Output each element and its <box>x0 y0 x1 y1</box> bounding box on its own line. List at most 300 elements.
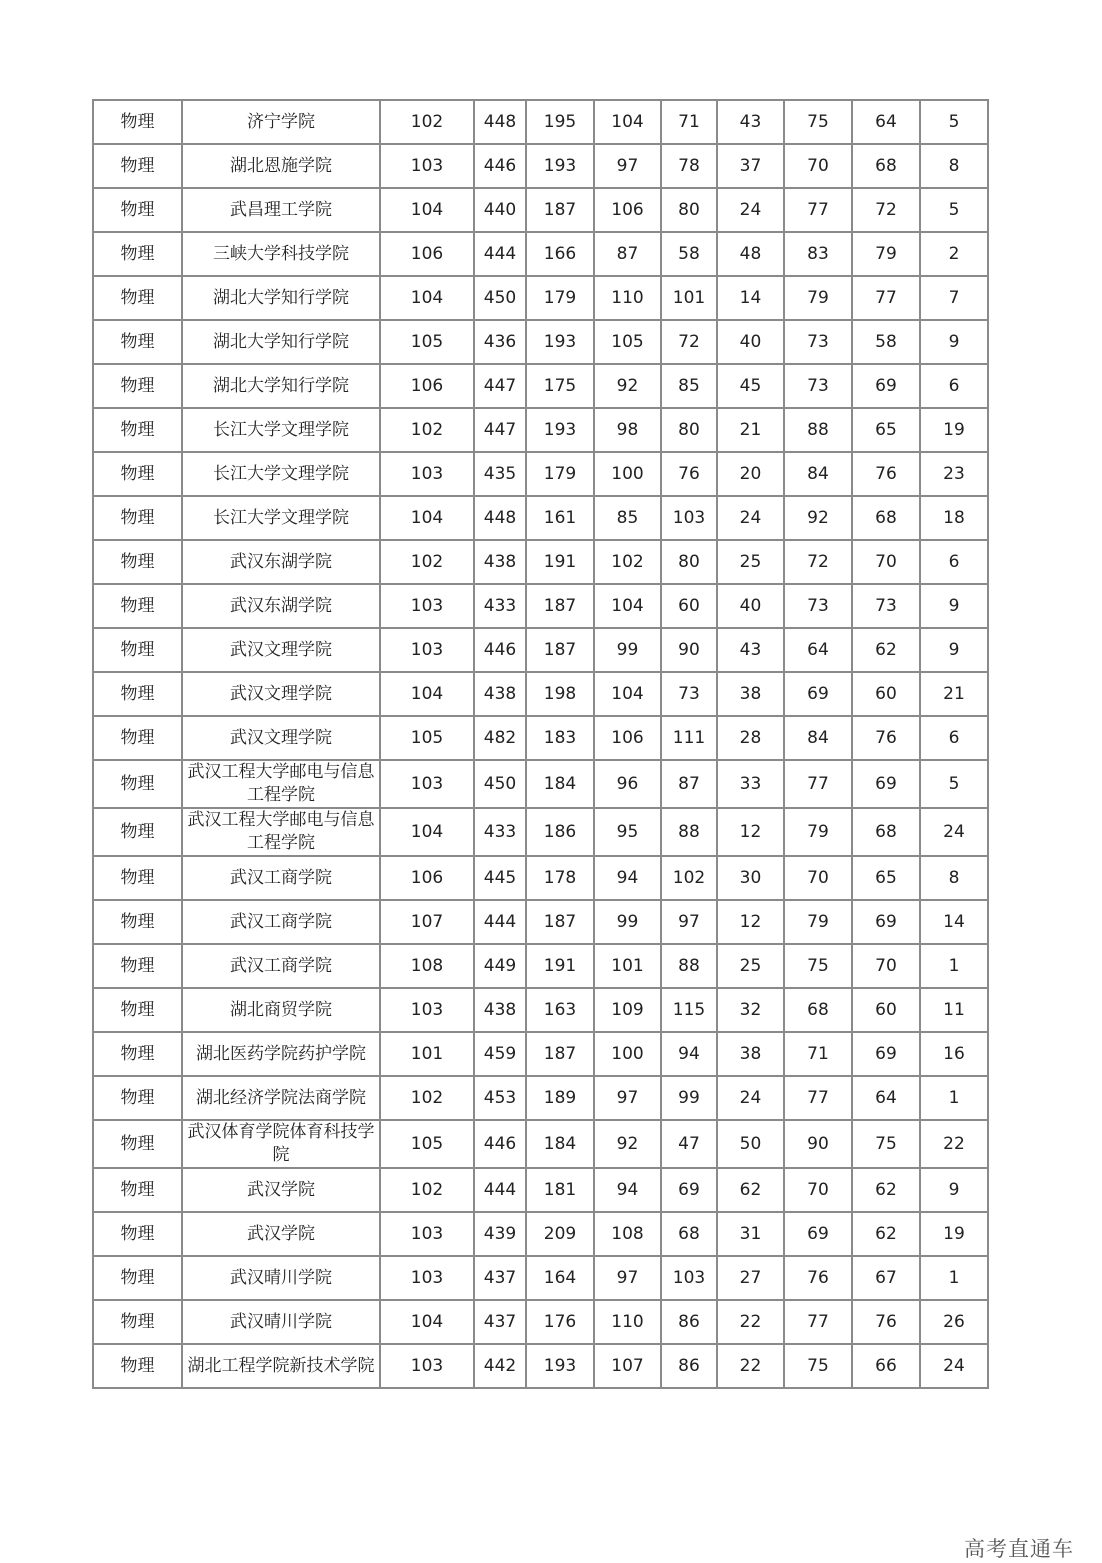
score-cell: 79 <box>784 276 852 320</box>
score-cell: 6 <box>920 364 988 408</box>
score-cell: 14 <box>717 276 784 320</box>
subject-cell: 物理 <box>93 900 182 944</box>
table-row <box>93 1256 988 1300</box>
school-cell: 湖北大学知行学院 <box>182 276 380 320</box>
score-cell: 94 <box>661 1032 717 1076</box>
subject-cell: 物理 <box>93 1168 182 1212</box>
school-cell: 武汉文理学院 <box>182 628 380 672</box>
score-cell: 33 <box>717 760 784 808</box>
score-cell: 97 <box>661 900 717 944</box>
score-cell: 107 <box>380 900 474 944</box>
score-cell: 68 <box>852 144 920 188</box>
table-row <box>93 1076 988 1120</box>
score-cell: 19 <box>920 408 988 452</box>
school-cell: 武汉学院 <box>182 1212 380 1256</box>
table-row <box>93 276 988 320</box>
score-cell: 191 <box>526 540 594 584</box>
score-cell: 38 <box>717 672 784 716</box>
score-cell: 69 <box>784 672 852 716</box>
score-cell: 69 <box>852 1032 920 1076</box>
subject-cell: 物理 <box>93 856 182 900</box>
school-cell: 湖北商贸学院 <box>182 988 380 1032</box>
subject-cell: 物理 <box>93 1344 182 1388</box>
subject-cell: 物理 <box>93 584 182 628</box>
score-cell: 111 <box>661 716 717 760</box>
subject-cell: 物理 <box>93 760 182 808</box>
score-cell: 37 <box>717 144 784 188</box>
score-cell: 79 <box>852 232 920 276</box>
score-cell: 86 <box>661 1300 717 1344</box>
score-cell: 88 <box>661 808 717 856</box>
school-cell: 长江大学文理学院 <box>182 496 380 540</box>
score-cell: 183 <box>526 716 594 760</box>
score-cell: 78 <box>661 144 717 188</box>
school-cell: 武汉工程大学邮电与信息工程学院 <box>182 808 380 856</box>
score-cell: 14 <box>920 900 988 944</box>
score-cell: 437 <box>474 1256 526 1300</box>
score-cell: 60 <box>661 584 717 628</box>
table-row <box>93 408 988 452</box>
school-cell: 三峡大学科技学院 <box>182 232 380 276</box>
score-cell: 9 <box>920 628 988 672</box>
score-cell: 77 <box>784 1076 852 1120</box>
score-cell: 72 <box>661 320 717 364</box>
score-cell: 1 <box>920 944 988 988</box>
score-cell: 104 <box>594 100 661 144</box>
score-cell: 92 <box>594 1120 661 1168</box>
score-cell: 103 <box>380 144 474 188</box>
table-row <box>93 988 988 1032</box>
score-cell: 103 <box>380 628 474 672</box>
score-cell: 72 <box>852 188 920 232</box>
score-cell: 433 <box>474 808 526 856</box>
table-row <box>93 1344 988 1388</box>
score-cell: 459 <box>474 1032 526 1076</box>
score-cell: 444 <box>474 1168 526 1212</box>
score-cell: 6 <box>920 716 988 760</box>
school-cell: 长江大学文理学院 <box>182 408 380 452</box>
score-cell: 110 <box>594 1300 661 1344</box>
score-cell: 193 <box>526 144 594 188</box>
score-cell: 76 <box>852 716 920 760</box>
score-cell: 23 <box>920 452 988 496</box>
score-cell: 72 <box>784 540 852 584</box>
score-cell: 24 <box>920 1344 988 1388</box>
school-cell: 长江大学文理学院 <box>182 452 380 496</box>
score-cell: 62 <box>717 1168 784 1212</box>
score-cell: 70 <box>784 1168 852 1212</box>
score-cell: 442 <box>474 1344 526 1388</box>
score-cell: 5 <box>920 188 988 232</box>
score-cell: 450 <box>474 760 526 808</box>
score-cell: 106 <box>380 856 474 900</box>
table-row <box>93 856 988 900</box>
score-cell: 104 <box>380 276 474 320</box>
score-cell: 438 <box>474 988 526 1032</box>
score-cell: 92 <box>784 496 852 540</box>
score-cell: 69 <box>852 760 920 808</box>
score-cell: 60 <box>852 672 920 716</box>
school-cell: 武汉晴川学院 <box>182 1300 380 1344</box>
score-cell: 176 <box>526 1300 594 1344</box>
score-cell: 440 <box>474 188 526 232</box>
score-cell: 62 <box>852 628 920 672</box>
table-row <box>93 496 988 540</box>
subject-cell: 物理 <box>93 808 182 856</box>
score-cell: 90 <box>661 628 717 672</box>
school-cell: 武汉东湖学院 <box>182 540 380 584</box>
score-cell: 90 <box>784 1120 852 1168</box>
score-cell: 88 <box>784 408 852 452</box>
score-cell: 1 <box>920 1076 988 1120</box>
score-cell: 87 <box>594 232 661 276</box>
score-cell: 187 <box>526 628 594 672</box>
score-cell: 102 <box>661 856 717 900</box>
score-cell: 179 <box>526 276 594 320</box>
school-cell: 武汉东湖学院 <box>182 584 380 628</box>
score-cell: 99 <box>594 628 661 672</box>
score-cell: 16 <box>920 1032 988 1076</box>
score-cell: 73 <box>852 584 920 628</box>
score-cell: 22 <box>920 1120 988 1168</box>
score-cell: 191 <box>526 944 594 988</box>
subject-cell: 物理 <box>93 944 182 988</box>
score-cell: 184 <box>526 760 594 808</box>
score-cell: 187 <box>526 188 594 232</box>
score-cell: 447 <box>474 364 526 408</box>
school-cell: 武汉文理学院 <box>182 672 380 716</box>
watermark-text: 高考直通车 <box>964 1537 1074 1561</box>
score-cell: 7 <box>920 276 988 320</box>
score-cell: 107 <box>594 1344 661 1388</box>
score-cell: 99 <box>594 900 661 944</box>
school-cell: 武汉晴川学院 <box>182 1256 380 1300</box>
score-cell: 38 <box>717 1032 784 1076</box>
score-cell: 43 <box>717 100 784 144</box>
score-cell: 76 <box>852 452 920 496</box>
score-cell: 106 <box>380 232 474 276</box>
score-cell: 104 <box>380 188 474 232</box>
score-cell: 80 <box>661 188 717 232</box>
score-cell: 86 <box>661 1344 717 1388</box>
score-cell: 184 <box>526 1120 594 1168</box>
score-cell: 110 <box>594 276 661 320</box>
score-cell: 108 <box>594 1212 661 1256</box>
score-cell: 77 <box>784 760 852 808</box>
score-cell: 448 <box>474 496 526 540</box>
score-cell: 5 <box>920 760 988 808</box>
score-cell: 97 <box>594 1256 661 1300</box>
school-cell: 武汉学院 <box>182 1168 380 1212</box>
score-cell: 175 <box>526 364 594 408</box>
score-cell: 103 <box>380 1212 474 1256</box>
score-cell: 70 <box>784 856 852 900</box>
score-cell: 25 <box>717 944 784 988</box>
score-cell: 482 <box>474 716 526 760</box>
table-row <box>93 452 988 496</box>
table-row <box>93 944 988 988</box>
score-cell: 58 <box>852 320 920 364</box>
score-cell: 84 <box>784 716 852 760</box>
score-cell: 104 <box>380 672 474 716</box>
score-cell: 27 <box>717 1256 784 1300</box>
score-cell: 102 <box>380 100 474 144</box>
score-cell: 40 <box>717 584 784 628</box>
score-cell: 101 <box>380 1032 474 1076</box>
score-cell: 103 <box>380 1344 474 1388</box>
table-row <box>93 808 988 856</box>
score-cell: 101 <box>594 944 661 988</box>
score-cell: 96 <box>594 760 661 808</box>
score-cell: 193 <box>526 320 594 364</box>
subject-cell: 物理 <box>93 496 182 540</box>
score-cell: 21 <box>717 408 784 452</box>
school-cell: 武汉工程大学邮电与信息工程学院 <box>182 760 380 808</box>
score-cell: 9 <box>920 320 988 364</box>
subject-cell: 物理 <box>93 540 182 584</box>
score-cell: 22 <box>717 1344 784 1388</box>
score-cell: 187 <box>526 900 594 944</box>
table-row <box>93 628 988 672</box>
score-cell: 105 <box>594 320 661 364</box>
score-cell: 109 <box>594 988 661 1032</box>
score-cell: 73 <box>784 364 852 408</box>
subject-cell: 物理 <box>93 364 182 408</box>
score-cell: 2 <box>920 232 988 276</box>
school-cell: 湖北医药学院药护学院 <box>182 1032 380 1076</box>
score-cell: 30 <box>717 856 784 900</box>
table-row <box>93 672 988 716</box>
school-cell: 湖北工程学院新技术学院 <box>182 1344 380 1388</box>
score-cell: 187 <box>526 1032 594 1076</box>
subject-cell: 物理 <box>93 452 182 496</box>
score-cell: 73 <box>661 672 717 716</box>
table-row <box>93 1212 988 1256</box>
score-cell: 64 <box>852 1076 920 1120</box>
score-cell: 435 <box>474 452 526 496</box>
table-row <box>93 364 988 408</box>
score-cell: 88 <box>661 944 717 988</box>
score-cell: 76 <box>852 1300 920 1344</box>
school-cell: 湖北大学知行学院 <box>182 320 380 364</box>
score-cell: 8 <box>920 856 988 900</box>
school-cell: 武汉工商学院 <box>182 856 380 900</box>
subject-cell: 物理 <box>93 188 182 232</box>
table-row <box>93 144 988 188</box>
score-cell: 83 <box>784 232 852 276</box>
score-cell: 100 <box>594 452 661 496</box>
school-cell: 湖北大学知行学院 <box>182 364 380 408</box>
score-cell: 62 <box>852 1212 920 1256</box>
score-cell: 104 <box>380 808 474 856</box>
score-cell: 25 <box>717 540 784 584</box>
score-cell: 103 <box>661 1256 717 1300</box>
table-row <box>93 320 988 364</box>
score-cell: 444 <box>474 900 526 944</box>
score-cell: 26 <box>920 1300 988 1344</box>
score-cell: 100 <box>594 1032 661 1076</box>
score-cell: 66 <box>852 1344 920 1388</box>
score-cell: 163 <box>526 988 594 1032</box>
score-cell: 449 <box>474 944 526 988</box>
score-cell: 95 <box>594 808 661 856</box>
score-cell: 11 <box>920 988 988 1032</box>
score-cell: 85 <box>661 364 717 408</box>
score-cell: 24 <box>717 496 784 540</box>
score-cell: 187 <box>526 584 594 628</box>
subject-cell: 物理 <box>93 408 182 452</box>
score-cell: 69 <box>784 1212 852 1256</box>
score-cell: 450 <box>474 276 526 320</box>
table-row <box>93 716 988 760</box>
score-cell: 12 <box>717 808 784 856</box>
table-row <box>93 1168 988 1212</box>
score-cell: 179 <box>526 452 594 496</box>
score-cell: 103 <box>661 496 717 540</box>
school-cell: 武昌理工学院 <box>182 188 380 232</box>
score-cell: 106 <box>594 188 661 232</box>
score-cell: 166 <box>526 232 594 276</box>
school-cell: 武汉文理学院 <box>182 716 380 760</box>
score-cell: 104 <box>380 496 474 540</box>
score-cell: 40 <box>717 320 784 364</box>
score-cell: 70 <box>784 144 852 188</box>
score-cell: 75 <box>784 100 852 144</box>
score-cell: 448 <box>474 100 526 144</box>
score-cell: 104 <box>594 584 661 628</box>
subject-cell: 物理 <box>93 1120 182 1168</box>
score-cell: 73 <box>784 584 852 628</box>
score-cell: 80 <box>661 540 717 584</box>
score-cell: 102 <box>380 1168 474 1212</box>
school-cell: 湖北经济学院法商学院 <box>182 1076 380 1120</box>
score-cell: 102 <box>380 1076 474 1120</box>
score-cell: 438 <box>474 540 526 584</box>
table-row <box>93 1300 988 1344</box>
score-cell: 447 <box>474 408 526 452</box>
score-cell: 69 <box>661 1168 717 1212</box>
table-row <box>93 188 988 232</box>
school-cell: 武汉体育学院体育科技学院 <box>182 1120 380 1168</box>
school-cell: 武汉工商学院 <box>182 900 380 944</box>
score-cell: 31 <box>717 1212 784 1256</box>
score-cell: 24 <box>717 188 784 232</box>
score-cell: 102 <box>380 408 474 452</box>
score-cell: 28 <box>717 716 784 760</box>
score-cell: 453 <box>474 1076 526 1120</box>
score-cell: 105 <box>380 1120 474 1168</box>
score-cell: 193 <box>526 1344 594 1388</box>
score-cell: 99 <box>661 1076 717 1120</box>
score-cell: 103 <box>380 584 474 628</box>
score-cell: 94 <box>594 1168 661 1212</box>
score-cell: 115 <box>661 988 717 1032</box>
score-cell: 84 <box>784 452 852 496</box>
score-cell: 103 <box>380 988 474 1032</box>
score-cell: 75 <box>852 1120 920 1168</box>
score-cell: 80 <box>661 408 717 452</box>
score-cell: 22 <box>717 1300 784 1344</box>
score-cell: 439 <box>474 1212 526 1256</box>
score-cell: 65 <box>852 856 920 900</box>
score-cell: 102 <box>594 540 661 584</box>
score-cell: 67 <box>852 1256 920 1300</box>
score-cell: 209 <box>526 1212 594 1256</box>
score-cell: 6 <box>920 540 988 584</box>
school-cell: 武汉工商学院 <box>182 944 380 988</box>
score-cell: 76 <box>784 1256 852 1300</box>
score-cell: 64 <box>852 100 920 144</box>
score-cell: 58 <box>661 232 717 276</box>
subject-cell: 物理 <box>93 144 182 188</box>
score-cell: 433 <box>474 584 526 628</box>
subject-cell: 物理 <box>93 1212 182 1256</box>
score-cell: 71 <box>661 100 717 144</box>
score-cell: 68 <box>852 808 920 856</box>
score-cell: 198 <box>526 672 594 716</box>
score-cell: 70 <box>852 540 920 584</box>
score-cell: 69 <box>852 900 920 944</box>
score-cell: 9 <box>920 584 988 628</box>
score-cell: 73 <box>784 320 852 364</box>
score-cell: 12 <box>717 900 784 944</box>
score-cell: 103 <box>380 452 474 496</box>
score-cell: 69 <box>852 364 920 408</box>
score-cell: 20 <box>717 452 784 496</box>
score-cell: 438 <box>474 672 526 716</box>
score-cell: 108 <box>380 944 474 988</box>
score-cell: 50 <box>717 1120 784 1168</box>
school-cell: 济宁学院 <box>182 100 380 144</box>
table-row <box>93 760 988 808</box>
subject-cell: 物理 <box>93 320 182 364</box>
score-cell: 60 <box>852 988 920 1032</box>
score-cell: 21 <box>920 672 988 716</box>
subject-cell: 物理 <box>93 1300 182 1344</box>
score-cell: 161 <box>526 496 594 540</box>
score-cell: 64 <box>784 628 852 672</box>
subject-cell: 物理 <box>93 1032 182 1076</box>
score-cell: 94 <box>594 856 661 900</box>
score-cell: 5 <box>920 100 988 144</box>
score-cell: 103 <box>380 760 474 808</box>
subject-cell: 物理 <box>93 1076 182 1120</box>
score-cell: 75 <box>784 944 852 988</box>
score-cell: 68 <box>852 496 920 540</box>
score-cell: 43 <box>717 628 784 672</box>
score-cell: 97 <box>594 1076 661 1120</box>
score-cell: 445 <box>474 856 526 900</box>
score-cell: 101 <box>661 276 717 320</box>
score-cell: 47 <box>661 1120 717 1168</box>
score-cell: 189 <box>526 1076 594 1120</box>
score-cell: 18 <box>920 496 988 540</box>
score-cell: 68 <box>784 988 852 1032</box>
score-cell: 68 <box>661 1212 717 1256</box>
score-cell: 103 <box>380 1256 474 1300</box>
score-cell: 85 <box>594 496 661 540</box>
score-cell: 75 <box>784 1344 852 1388</box>
score-cell: 181 <box>526 1168 594 1212</box>
score-cell: 193 <box>526 408 594 452</box>
score-cell: 48 <box>717 232 784 276</box>
score-cell: 8 <box>920 144 988 188</box>
score-cell: 1 <box>920 1256 988 1300</box>
score-cell: 444 <box>474 232 526 276</box>
score-cell: 77 <box>784 1300 852 1344</box>
table-row <box>93 900 988 944</box>
table-row <box>93 1032 988 1076</box>
